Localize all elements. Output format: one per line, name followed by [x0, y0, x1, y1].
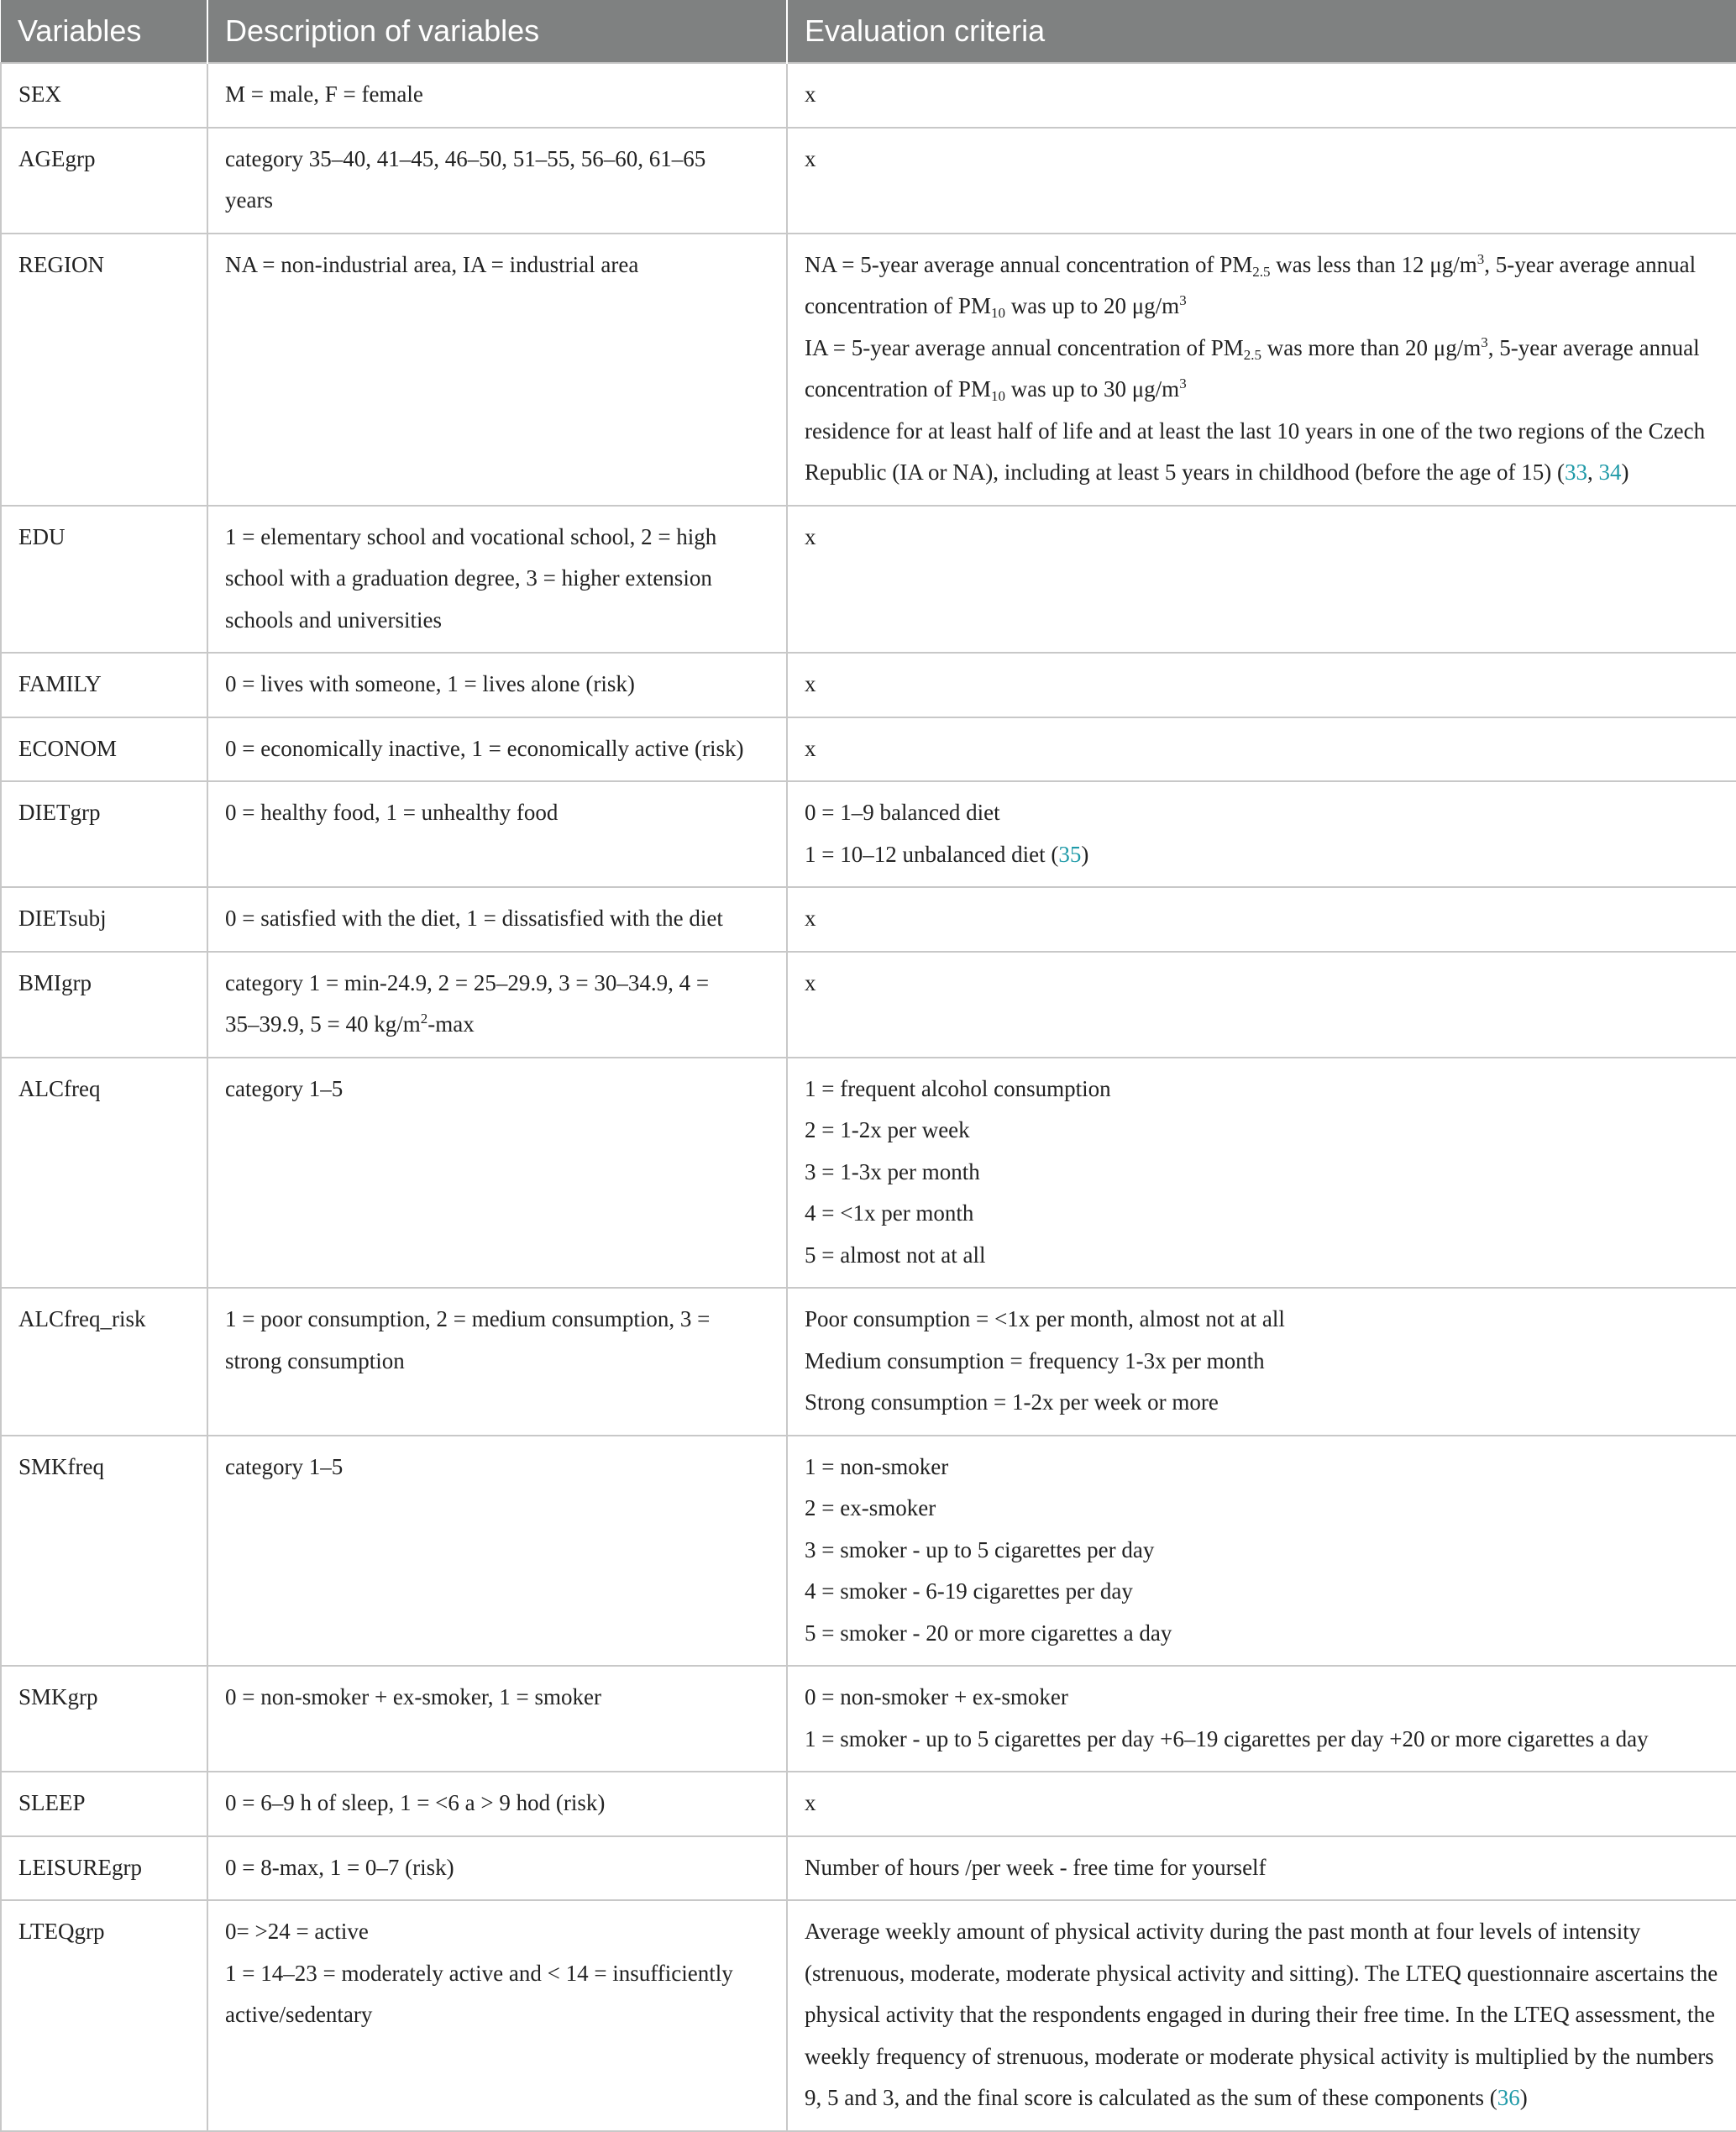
table-row	[1, 1288, 1736, 1436]
criteria-line: 0 = non-smoker + ex-smoker	[805, 1684, 1068, 1709]
text: residence for at least half of life and at least the last 10 years in one of the two regions of the Czech Republic (IA or NA), including at least 5 years in childhood (before the age of 15) (	[805, 417, 1706, 485]
criteria-cell: x	[787, 506, 1736, 654]
criteria-cell	[787, 1288, 1736, 1436]
text: -max	[427, 1011, 475, 1037]
text: Average weekly amount of physical activity during the past month at four levels of intensity (strenuous, moderate, moderate physical activity and sitting). The LTEQ questionnaire ascertains the physical activity that the respondents engaged in during their free time. In the LTEQ assessment, the weekly frequency of strenuous, moderate or moderate physical activity is multiplied by the numbers 9, 5 and 3, and the final score is calculated as the sum of these components (	[805, 1919, 1718, 2110]
criteria-line: 4 = smoker - 6-19 cigarettes per day	[805, 1578, 1133, 1604]
text: category 1 = min-24.9, 2 = 25–29.9, 3 = 30–34.9, 4 = 35–39.9, 5 = 40 kg/m	[225, 969, 710, 1037]
table-row	[1, 781, 1736, 887]
criteria-line: 5 = smoker - 20 or more cigarettes a day	[805, 1620, 1172, 1646]
criteria-line: 1 = frequent alcohol consumption	[805, 1075, 1111, 1101]
text: )	[1081, 841, 1089, 867]
description-cell: NA = non-industrial area, IA = industrial area	[207, 234, 787, 506]
variable-cell: ECONOM	[1, 717, 207, 782]
criteria-line-na	[805, 244, 1719, 328]
description-cell	[207, 128, 787, 234]
reference-link-33[interactable]: 33	[1564, 459, 1587, 485]
variable-cell: DIETgrp	[1, 781, 207, 887]
description-cell: M = male, F = female	[207, 63, 787, 128]
text: was more than 20 μg/m	[1261, 334, 1482, 360]
header-variables: Variables	[1, 0, 207, 63]
variable-cell: ALCfreq_risk	[1, 1288, 207, 1436]
description-cell: 0 = 6–9 h of sleep, 1 = <6 a > 9 hod (risk)	[207, 1772, 787, 1836]
variable-cell: REGION	[1, 234, 207, 506]
superscript: 3	[1481, 333, 1488, 350]
criteria-line-ia	[805, 328, 1719, 411]
text: 1 = 10–12 unbalanced diet (	[805, 841, 1059, 867]
description-cell: 0 = non-smoker + ex-smoker, 1 = smoker	[207, 1666, 787, 1772]
description-cell: 0 = healthy food, 1 = unhealthy food	[207, 781, 787, 887]
criteria-line: 1 = smoker - up to 5 cigarettes per day +6–19 cigarettes per day +20 or more cigarettes a day	[805, 1725, 1649, 1751]
criteria-cell	[787, 781, 1736, 887]
criteria-line: 0 = 1–9 balanced diet	[805, 800, 1000, 825]
table-row	[1, 234, 1736, 506]
subscript: 2.5	[1243, 346, 1262, 363]
table-row	[1, 717, 1736, 782]
superscript: 3	[1179, 375, 1187, 391]
description-cell: category 1–5	[207, 1058, 787, 1289]
description-cell: category 1–5	[207, 1436, 787, 1667]
criteria-cell: x	[787, 952, 1736, 1058]
criteria-line: 3 = 1-3x per month	[805, 1158, 980, 1184]
variable-cell: ALCfreq	[1, 1058, 207, 1289]
text: was up to 30 μg/m	[1004, 376, 1180, 402]
table-row	[1, 63, 1736, 128]
table-row	[1, 1836, 1736, 1901]
table-row	[1, 1436, 1736, 1667]
criteria-line: 1 = non-smoker	[805, 1453, 949, 1479]
table-row	[1, 128, 1736, 234]
reference-link-35[interactable]: 35	[1058, 841, 1082, 867]
description-cell	[207, 952, 787, 1058]
table-row	[1, 1900, 1736, 2131]
text: ,	[1587, 459, 1599, 485]
criteria-line: 2 = 1-2x per week	[805, 1117, 970, 1142]
header-description: Description of variables	[207, 0, 787, 63]
criteria-line	[805, 834, 1719, 876]
description-cell: 0 = satisfied with the diet, 1 = dissatisfied with the diet	[207, 887, 787, 952]
text: , 5-year average annual concentration of PM	[805, 251, 1697, 318]
table-row	[1, 1772, 1736, 1836]
criteria-line: 4 = <1x per month	[805, 1200, 974, 1226]
description-cell: 1 = elementary school and vocational school, 2 = high school with a graduation degree, 3 = higher extension schools and universities	[207, 506, 787, 654]
criteria-line: 3 = smoker - up to 5 cigarettes per day	[805, 1536, 1155, 1562]
table-row	[1, 887, 1736, 952]
variable-cell: LEISUREgrp	[1, 1836, 207, 1901]
text: was less than 12 μg/m	[1270, 251, 1477, 277]
text: )	[1519, 2085, 1528, 2110]
criteria-line: 5 = almost not at all	[805, 1242, 986, 1268]
variable-cell: SMKfreq	[1, 1436, 207, 1667]
text: )	[1621, 459, 1629, 485]
text: IA = 5-year average annual concentration of PM	[805, 334, 1244, 360]
superscript: 3	[1476, 250, 1485, 267]
superscript: 3	[1179, 292, 1187, 308]
criteria-cell	[787, 1436, 1736, 1667]
description-cell: 0 = lives with someone, 1 = lives alone (risk)	[207, 653, 787, 717]
criteria-cell: x	[787, 128, 1736, 234]
description-text: category 35–40, 41–45, 46–50, 51–55, 56–60, 61–65 years	[225, 145, 706, 213]
table-row	[1, 506, 1736, 654]
header-row	[1, 0, 1736, 63]
table-row	[1, 1666, 1736, 1772]
variable-cell: LTEQgrp	[1, 1900, 207, 2131]
criteria-cell: x	[787, 63, 1736, 128]
superscript: 2	[420, 1011, 428, 1027]
variable-cell: SLEEP	[1, 1772, 207, 1836]
variable-cell: SEX	[1, 63, 207, 128]
text: NA = 5-year average annual concentration of PM	[805, 251, 1253, 277]
variable-cell: BMIgrp	[1, 952, 207, 1058]
criteria-line-residence	[805, 411, 1719, 494]
criteria-cell	[787, 1058, 1736, 1289]
variable-cell: DIETsubj	[1, 887, 207, 952]
subscript: 2.5	[1252, 263, 1271, 280]
description-cell	[207, 1900, 787, 2131]
text: , 5-year average annual concentration of PM	[805, 334, 1700, 402]
description-cell: 0 = 8-max, 1 = 0–7 (risk)	[207, 1836, 787, 1901]
reference-link-34[interactable]: 34	[1598, 459, 1622, 485]
table-row	[1, 1058, 1736, 1289]
subscript: 10	[990, 388, 1005, 404]
description-line: 1 = 14–23 = moderately active and < 14 = insufficiently active/sedentary	[225, 1960, 733, 2027]
reference-link-36[interactable]: 36	[1497, 2085, 1520, 2110]
description-line: 0= >24 = active	[225, 1919, 369, 1944]
criteria-line: 2 = ex-smoker	[805, 1495, 936, 1520]
variable-cell: SMKgrp	[1, 1666, 207, 1772]
criteria-cell	[787, 234, 1736, 506]
text: was up to 20 μg/m	[1004, 293, 1180, 318]
criteria-cell	[787, 1900, 1736, 2131]
variable-cell: EDU	[1, 506, 207, 654]
table-row	[1, 952, 1736, 1058]
subscript: 10	[990, 305, 1005, 321]
description-cell: 1 = poor consumption, 2 = medium consumption, 3 = strong consumption	[207, 1288, 787, 1436]
criteria-cell: Number of hours /per week - free time for yourself	[787, 1836, 1736, 1901]
criteria-cell: x	[787, 653, 1736, 717]
variable-cell: FAMILY	[1, 653, 207, 717]
criteria-cell	[787, 1666, 1736, 1772]
header-criteria: Evaluation criteria	[787, 0, 1736, 63]
criteria-line: Poor consumption = <1x per month, almost not at all	[805, 1306, 1285, 1331]
description-cell: 0 = economically inactive, 1 = economically active (risk)	[207, 717, 787, 782]
criteria-cell: x	[787, 887, 1736, 952]
criteria-cell: x	[787, 1772, 1736, 1836]
criteria-line: Medium consumption = frequency 1-3x per month	[805, 1347, 1265, 1373]
variable-cell: AGEgrp	[1, 128, 207, 234]
criteria-cell: x	[787, 717, 1736, 782]
table-row	[1, 653, 1736, 717]
criteria-line: Strong consumption = 1-2x per week or more	[805, 1389, 1219, 1415]
